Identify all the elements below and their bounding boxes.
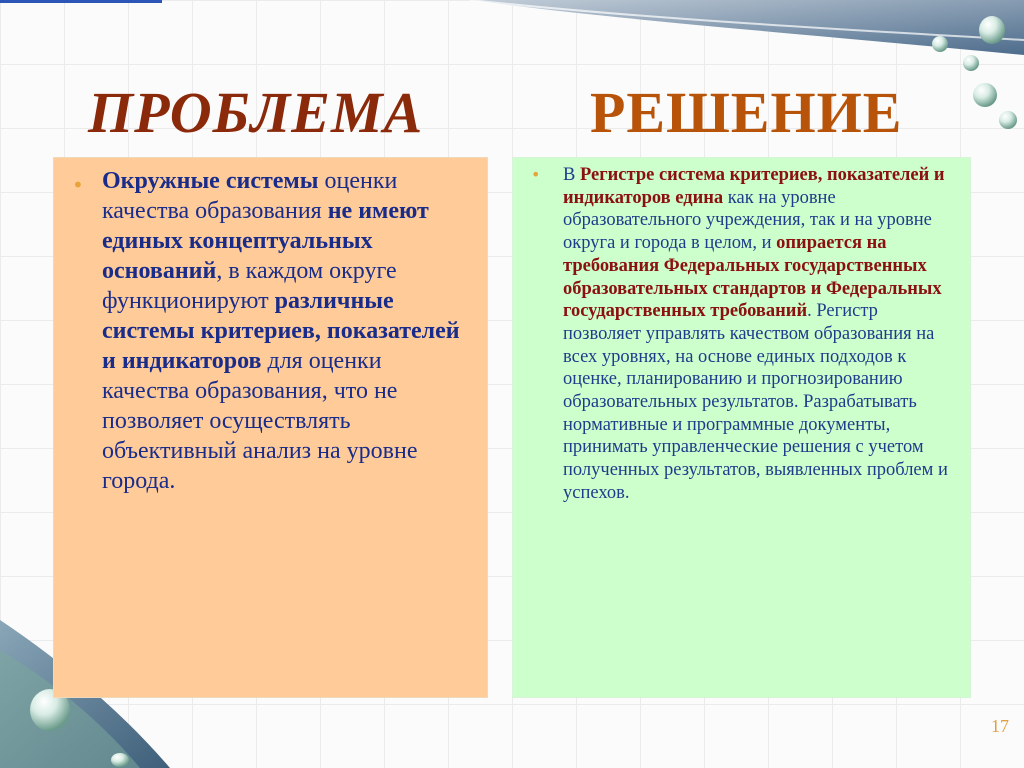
solution-heading: РЕШЕНИЕ bbox=[590, 80, 903, 145]
problem-text-segment: , в каждом округе функционируют bbox=[102, 258, 397, 314]
solution-panel bbox=[512, 157, 971, 698]
solution-text-segment: как на уровне образовательного учреждения, так и на уровне округа и города в целом, и bbox=[563, 187, 932, 254]
solution-text-segment: . Регистр позволяет управлять качеством образования на всех уровнях, на основе единых подходов к оценке, планированию и прогнозированию образовательных результатов. Разрабатывать нормативные и программные документы, принимать управленческие решения с учетом полученных результатов, выявленных проблем и успехов. bbox=[563, 301, 948, 503]
solution-text-segment: Регистре система критериев, показателей и индикаторов едина bbox=[563, 165, 945, 208]
solution-text-segment: опирается на требования Федеральных государственных образовательных стандартов и Федеральных государственных требований bbox=[563, 233, 942, 322]
problem-text-segment: не имеют единых концептуальных оснований bbox=[102, 198, 429, 284]
solution-text bbox=[563, 164, 956, 505]
problem-text-segment: различные системы критериев, показателей и индикаторов bbox=[102, 288, 460, 374]
solution-text-segment: В bbox=[563, 165, 580, 185]
problem-panel bbox=[53, 157, 488, 698]
slide-page-number: 17 bbox=[991, 716, 1009, 736]
bullet-icon: • bbox=[72, 173, 84, 197]
problem-text bbox=[102, 166, 469, 496]
problem-text-segment: Окружные системы bbox=[102, 168, 319, 194]
problem-text-segment: оценки качества образования bbox=[102, 168, 398, 224]
bullet-icon: • bbox=[531, 165, 541, 184]
problem-text-segment: для оценки качества образования, что не позволяет осуществлять объективный анализ на уровне города. bbox=[102, 348, 418, 494]
problem-heading: ПРОБЛЕМА bbox=[88, 80, 424, 145]
